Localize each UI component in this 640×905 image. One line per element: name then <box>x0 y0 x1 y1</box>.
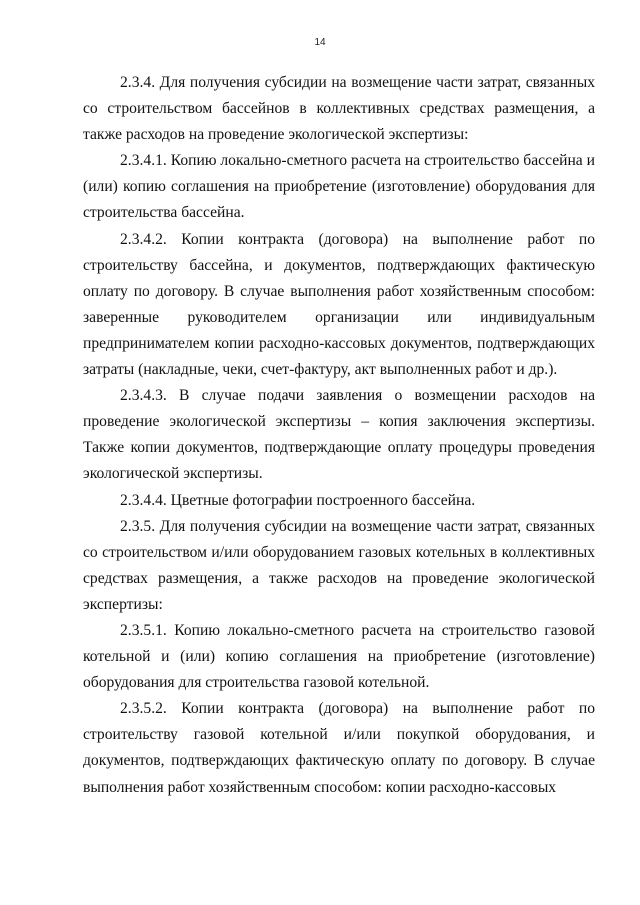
document-body <box>83 70 595 801</box>
paragraph-2-3-4-1: 2.3.4.1. Копию локально-сметного расчета на строительство бассейна и (или) копию соглашения на приобретение (изготовление) оборудования для строительства бассейна. <box>83 152 595 222</box>
paragraph-2-3-5: 2.3.5. Для получения субсидии на возмещение части затрат, связанных со строительством и/или оборудованием газовых котельных в коллективных средствах размещения, а также расходов на проведение экологической экспертизы: <box>83 517 595 613</box>
paragraph-2-3-4-2: 2.3.4.2. Копии контракта (договора) на выполнение работ по строительству бассейна, и документов, подтверждающих фактическую оплату по договору. В случае выполнения работ хозяйственным способом: заверенные руководителем организации или индивидуальным предпринимателем копии расходно-кассовых документов, подтверждающих затраты (накладные, чеки, счет-фактуру, акт выполненных работ и др.). <box>83 230 595 379</box>
paragraph-2-3-4: 2.3.4. Для получения субсидии на возмещение части затрат, связанных со строительством бассейнов в коллективных средствах размещения, а также расходов на проведение экологической экспертизы: <box>83 74 595 144</box>
paragraph-2-3-4-4: 2.3.4.4. Цветные фотографии построенного бассейна. <box>120 491 476 509</box>
page-number: 14 <box>314 37 326 48</box>
paragraph-2-3-5-1: 2.3.5.1. Копию локально-сметного расчета на строительство газовой котельной и (или) копию соглашения на приобретение (изготовление) оборудования для строительства газовой котельной. <box>83 621 595 692</box>
paragraph-2-3-4-3: 2.3.4.3. В случае подачи заявления о возмещении расходов на проведение экологической экспертизы – копия заключения экспертизы. Также копии документов, подтверждающие оплату процедуры проведения экологической экспертизы. <box>83 387 595 483</box>
paragraph-2-3-5-2: 2.3.5.2. Копии контракта (договора) на выполнение работ по строительству газовой котельной и/или покупкой оборудования, и документов, подтверждающих фактическую оплату по договору. В случае выполнения работ хозяйственным способом: копии расходно-кассовых <box>83 700 595 796</box>
